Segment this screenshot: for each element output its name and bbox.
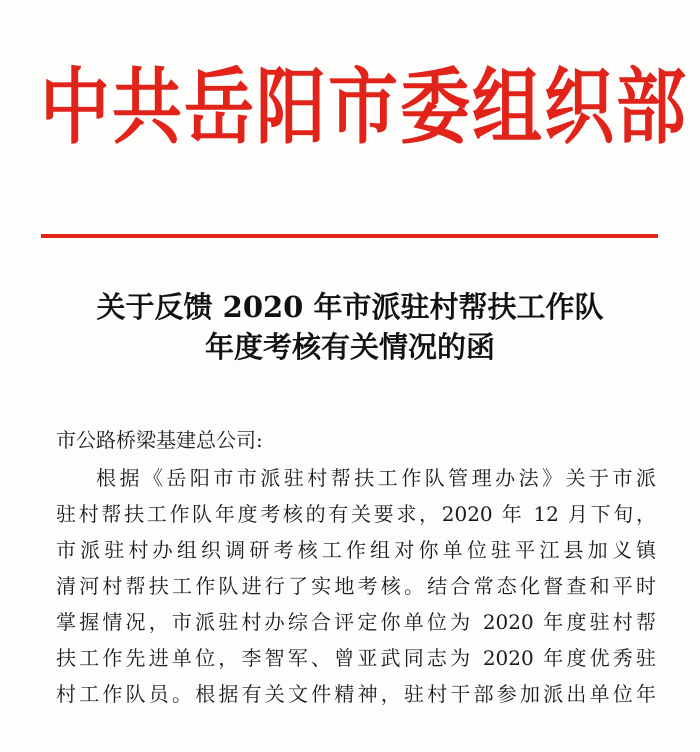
body-line: 根据《岳阳市市派驻村帮扶工作队管理办法》关于市派 [96,466,656,490]
salutation: 市公路桥梁基建总公司: [56,428,263,452]
letterhead-org-name: 中共岳阳市委组织部 [40,57,688,156]
body-line: 扶工作先进单位，李智军、曾亚武同志为 2020 年度优秀驻 [56,646,656,670]
body-line: 驻村帮扶工作队年度考核的有关要求，2020 年 12 月下旬， [56,502,656,526]
letterhead-red-divider [41,234,658,238]
body-line: 掌握情况，市派驻村办综合评定你单位为 2020 年度驻村帮 [56,610,656,634]
body-line: 清河村帮扶工作队进行了实地考核。结合常态化督查和平时 [56,574,656,598]
document-title-line-2: 年度考核有关情况的函 [204,330,495,364]
document-title [40,287,660,367]
letter-body [56,420,656,712]
body-line: 市派驻村办组织调研考核工作组对你单位驻平江县加义镇 [56,538,656,562]
body-line: 村工作队员。根据有关文件精神，驻村干部参加派出单位年 [56,682,656,706]
document-title-line-1: 关于反馈 2020 年市派驻村帮扶工作队 [96,290,604,324]
